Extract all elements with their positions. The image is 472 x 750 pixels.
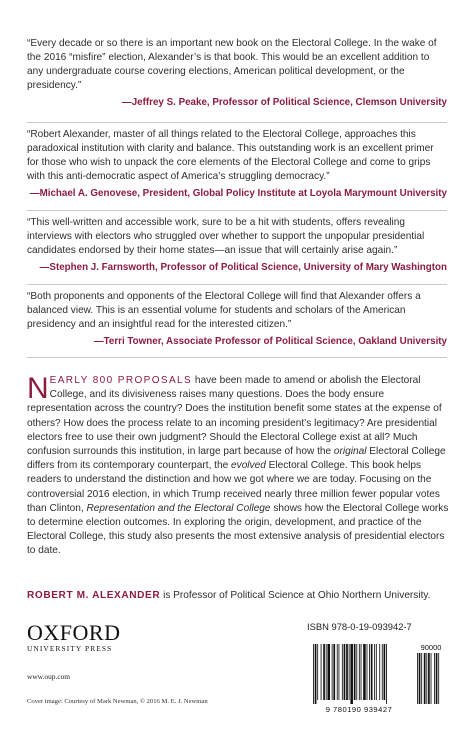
barcode-bar: [313, 644, 314, 704]
publisher-logo: [27, 622, 167, 654]
barcode-bar: [339, 644, 340, 700]
barcode-bar: [321, 644, 322, 700]
publisher-url: www.oup.com: [27, 672, 71, 681]
barcode-bar: [350, 644, 353, 704]
divider: [27, 357, 447, 358]
quote-text: “This well-written and accessible work, sure to be a hit with students, offers revealing interviews with electors who struggled over whether to support the unpopular presidential candidates endorsed by their home states—an issue that will certainly arise again.”: [27, 217, 425, 256]
divider: [27, 284, 447, 285]
barcode-bar: [371, 644, 373, 700]
barcode-bar: [346, 644, 348, 700]
barcode-bar: [327, 644, 330, 700]
quote-attribution: —Jeffrey S. Peake, Professor of Political Science, Clemson University: [121, 97, 447, 108]
barcode-addon-bar: [426, 653, 427, 704]
barcode-addon-bar: [436, 653, 438, 704]
book-description: [27, 374, 451, 559]
barcode-bar: [332, 644, 333, 700]
barcode-bar: [363, 644, 366, 700]
barcode-bar: [344, 644, 346, 700]
barcode-bar: [359, 644, 360, 700]
review-quote-4: [27, 290, 447, 349]
author-name: ROBERT M. ALEXANDER: [27, 590, 161, 601]
description-text: Electoral College. This book helps readers to understand the distinction and how we got where we are today. Focusing on the controversial 2016 election, in which Trump received nearly three million fewer popular votes than Clinton,: [27, 460, 440, 514]
barcode-bar: [317, 644, 318, 700]
barcode-addon-bar: [419, 653, 421, 704]
description-emphasis: evolved: [231, 460, 266, 472]
divider: [27, 210, 447, 211]
barcode-bar: [337, 644, 338, 700]
barcode-bar: [356, 644, 357, 700]
barcode-bar: [315, 644, 317, 704]
barcode-bar: [369, 644, 370, 700]
barcode-addon-bar: [428, 653, 430, 704]
barcode-bar: [326, 644, 327, 700]
barcode-addon-bar: [431, 653, 432, 704]
quote-text: “Both proponents and opponents of the Electoral College will find that Alexander offers a balanced view. This is an essential volume for students and scholars of the American presidency and an insightful read for the interested citizen.”: [27, 291, 421, 330]
barcode-bar: [333, 644, 335, 700]
barcode-bar: [379, 644, 380, 700]
quote-attribution: —Michael A. Genovese, President, Global Policy Institute at Loyola Marymount University: [29, 188, 447, 199]
barcode-bar: [354, 644, 356, 700]
description-text: have been made to amend or abolish the Electoral College, and its divisiveness raises many questions. Does the body ensure representation across the country? Does the institution benefit some states at the expense of others? How does the process relate to an incoming president’s legitimacy? Are presidential electors free to use their own judgment? Should the Electoral College exist at all? Much confusion surrounds this institution, in large part because of how the: [27, 375, 442, 458]
publisher-press: UNIVERSITY PRESS: [27, 644, 113, 653]
author-bio-text: is Professor of Political Science at Ohio Northern University.: [160, 590, 431, 601]
barcode-bar: [376, 644, 377, 700]
barcode-addon-bar: [424, 653, 426, 704]
review-quote-3: [27, 216, 447, 275]
description-emphasis: original: [333, 446, 367, 458]
quote-text: “Every decade or so there is an important new book on the Electoral College. In the wake of the 2016 “misfire” election, Alexander’s is that book. This would be an excellent addition to any undergraduate course covering elections, American political development, or the presidency.”: [27, 38, 437, 91]
barcode-addon-bar: [438, 653, 439, 704]
barcode-bar: [323, 644, 325, 700]
divider: [27, 122, 447, 123]
cover-image-credit: Cover image: Courtesy of Mark Newman, © 2016 M. E. J. Newman: [27, 698, 208, 705]
description-lead: EARLY 800 PROPOSALS: [49, 375, 193, 386]
price-code: 90000: [420, 643, 442, 652]
quote-text: “Robert Alexander, master of all things related to the Electoral College, approaches this paradoxical institution with clarity and balance. This outstanding work is an excellent primer for those who wish to unpack the core elements of the Electoral College and come to grips with this anti-democratic aspect of America’s struggling democracy.”: [27, 129, 434, 182]
review-quote-1: [27, 37, 447, 110]
review-quote-2: [27, 128, 447, 201]
description-text: shows how the Electoral College works to determine election outcomes. In exploring the origin, development, and practice of the Electoral College, this study also presents the most extensive analysis of presidential electors to date.: [27, 502, 449, 557]
quote-attribution: —Stephen J. Farnsworth, Professor of Political Science, University of Mary Washington: [39, 262, 447, 273]
barcode-bar: [367, 644, 368, 700]
barcode-digits: 9 780190 939427: [325, 705, 393, 714]
description-text: Electoral College differs from its contemporary counterpart, the: [27, 446, 446, 472]
barcode-bar: [361, 644, 362, 700]
barcode-bar: [382, 644, 383, 700]
drop-cap: N: [27, 372, 49, 405]
barcode-addon-bar: [421, 653, 422, 704]
book-title-reference: Representation and the Electoral College: [86, 502, 271, 514]
barcode-bar: [349, 644, 350, 700]
barcode-bar: [374, 644, 375, 700]
quote-attribution: —Terri Towner, Associate Professor of Political Science, Oakland University: [93, 336, 447, 347]
isbn-label: ISBN 978-0-19-093942-7: [307, 621, 412, 632]
barcode-bar: [342, 644, 343, 700]
publisher-name: OXFORD: [27, 620, 121, 645]
author-bio: [27, 589, 451, 603]
barcode-addon-bar: [417, 653, 418, 704]
barcode: [307, 640, 451, 714]
barcode-bar: [386, 644, 387, 704]
barcode-addon-bar: [434, 653, 435, 704]
barcode-bar: [384, 644, 386, 700]
